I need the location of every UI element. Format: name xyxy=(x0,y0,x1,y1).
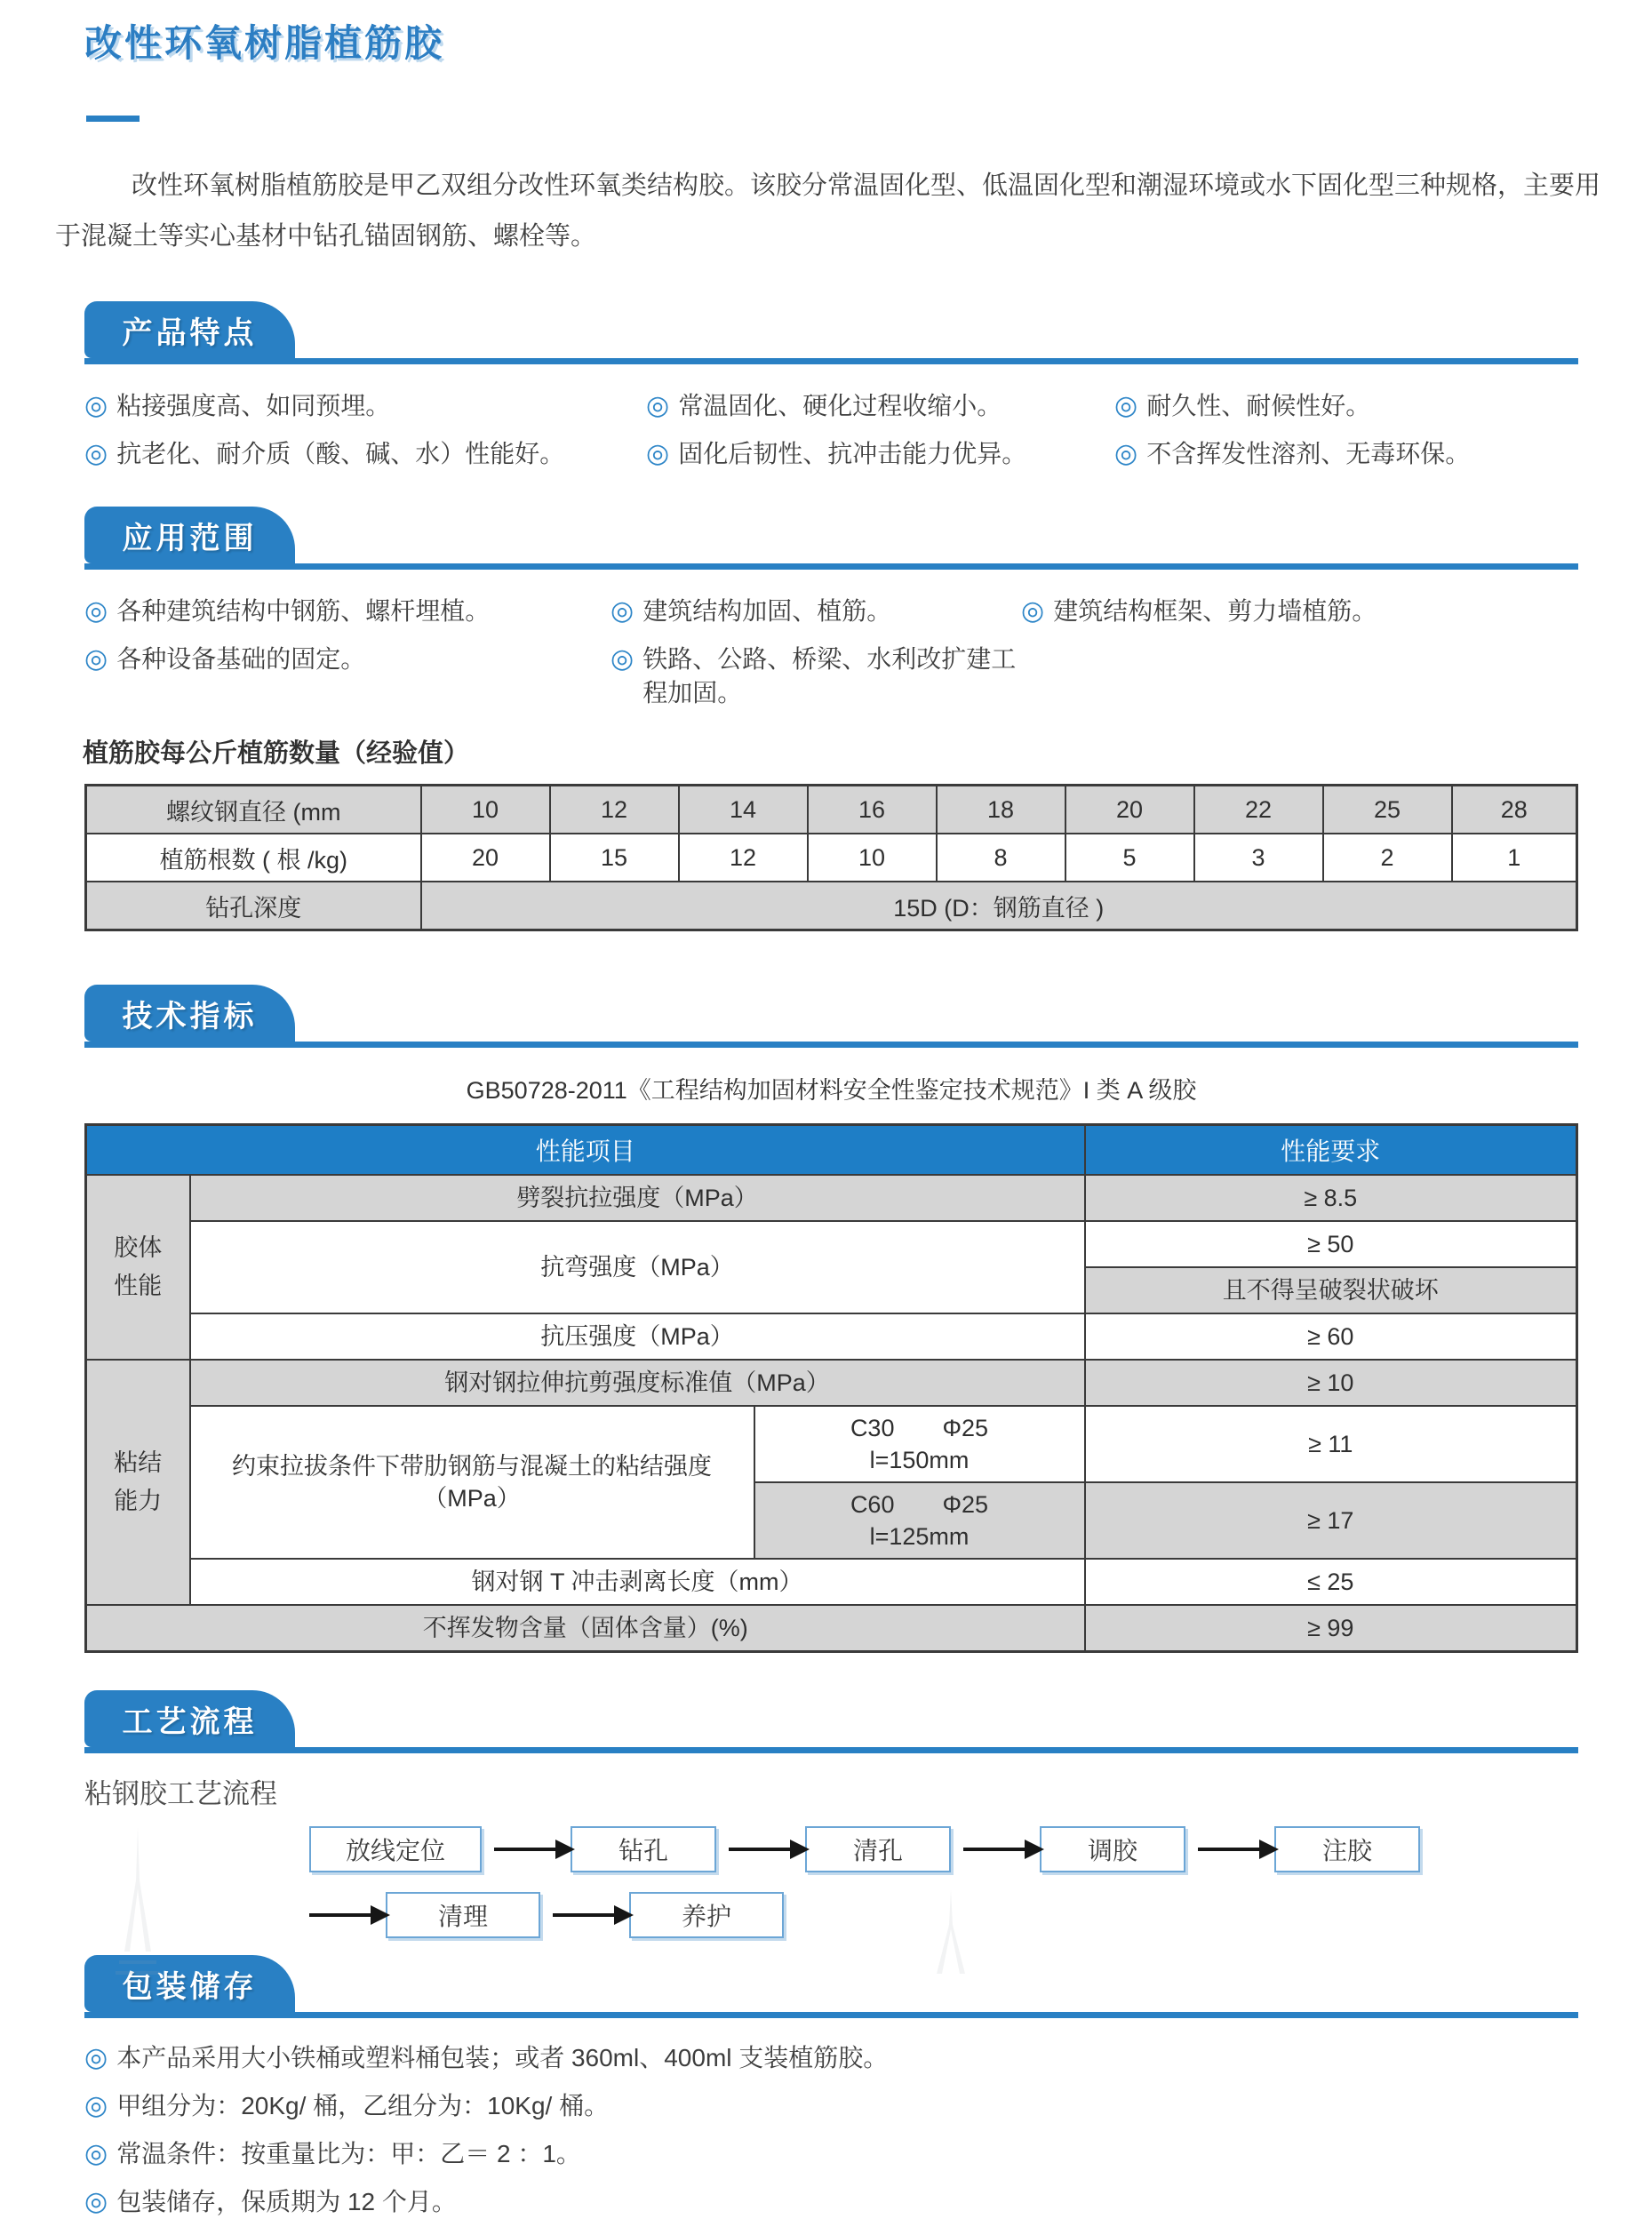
ring-bullet-icon: ◎ xyxy=(84,2187,108,2216)
requirement-cell: 且不得呈破裂状破坏 xyxy=(1085,1267,1577,1313)
tech-row-shear xyxy=(86,1360,1577,1406)
flow-step-box: 养护 xyxy=(629,1892,784,1938)
requirement-cell: ≥ 50 xyxy=(1085,1221,1577,1267)
bond-label: 约束拉拔条件下带肋钢筋与混凝土的粘结强度 xyxy=(232,1452,712,1480)
feature-item xyxy=(84,437,646,471)
tech-row-solids xyxy=(86,1605,1577,1652)
feature-text: 粘接强度高、如同预埋。 xyxy=(116,392,391,419)
property-cell: 不挥发物含量（固体含量）(%) xyxy=(86,1605,1085,1652)
bond-unit: （MPa） xyxy=(423,1485,521,1512)
requirement-cell: ≤ 25 xyxy=(1085,1559,1577,1605)
row-label-cell: 螺纹钢直径 (mm xyxy=(86,786,421,834)
tech-header-item: 性能项目 xyxy=(86,1125,1085,1176)
tech-specs-table xyxy=(84,1123,1578,1653)
flow-arrow-icon xyxy=(963,1848,1026,1851)
application-text: 各种设备基础的固定。 xyxy=(116,645,366,673)
packaging-item xyxy=(84,2089,1599,2123)
section-header-tech xyxy=(84,985,1578,1048)
ring-bullet-icon: ◎ xyxy=(84,2091,108,2120)
flow-arrow-icon xyxy=(729,1848,791,1851)
application-item xyxy=(611,643,1021,710)
tech-row-peel xyxy=(86,1559,1577,1605)
application-item xyxy=(611,595,1021,628)
count-cell: 5 xyxy=(1065,834,1194,882)
ring-bullet-icon: ◎ xyxy=(1114,439,1138,468)
ring-bullet-icon: ◎ xyxy=(1021,596,1045,626)
count-cell: 12 xyxy=(679,834,808,882)
feature-text: 抗老化、耐介质（酸、碱、水）性能好。 xyxy=(116,440,565,467)
ring-bullet-icon: ◎ xyxy=(1114,391,1138,420)
condition-length: l=150mm xyxy=(869,1447,970,1473)
packaging-list xyxy=(84,2041,1599,2219)
row-label-cell: 植筋根数 ( 根 /kg) xyxy=(86,834,421,882)
requirement-cell: ≥ 8.5 xyxy=(1085,1175,1577,1221)
property-cell: 抗弯强度（MPa） xyxy=(190,1221,1085,1313)
condition-cell xyxy=(754,1406,1085,1482)
row-label-cell: 钻孔深度 xyxy=(86,882,421,930)
feature-text: 常温固化、硬化过程收缩小。 xyxy=(678,392,1002,419)
group-label: 粘结能力 xyxy=(114,1449,163,1514)
count-cell: 8 xyxy=(937,834,1065,882)
feature-item xyxy=(84,389,646,423)
diameter-cell: 22 xyxy=(1194,786,1323,834)
flow-step-box: 钻孔 xyxy=(571,1826,716,1872)
requirement-cell: ≥ 60 xyxy=(1085,1313,1577,1360)
diameter-cell: 12 xyxy=(550,786,679,834)
ring-bullet-icon: ◎ xyxy=(84,2139,108,2168)
section-header-process xyxy=(84,1690,1578,1753)
process-subtitle: 粘钢胶工艺流程 xyxy=(84,1778,277,1809)
packaging-item xyxy=(84,2185,1599,2219)
diameter-cell: 10 xyxy=(421,786,550,834)
condition-cell xyxy=(754,1482,1085,1559)
rebar-diameter-row xyxy=(86,786,1577,834)
group-cell-bond xyxy=(86,1360,190,1605)
process-flow-row-1 xyxy=(309,1825,1652,1873)
application-item xyxy=(84,643,611,710)
application-item xyxy=(84,595,611,628)
feature-item xyxy=(646,437,1114,471)
ring-bullet-icon: ◎ xyxy=(646,391,670,420)
requirement-cell: ≥ 17 xyxy=(1085,1482,1577,1559)
section-tab-applications: 应用范围 xyxy=(84,507,295,563)
tech-row-bend xyxy=(86,1221,1577,1267)
feature-text: 固化后韧性、抗冲击能力优异。 xyxy=(678,440,1027,467)
flow-arrow-icon xyxy=(553,1913,615,1917)
count-cell: 10 xyxy=(808,834,937,882)
application-item xyxy=(1021,595,1599,628)
tech-row-bond-c30 xyxy=(86,1406,1577,1482)
feature-item xyxy=(1114,437,1599,471)
depth-value-cell: 15D (D：钢筋直径 ) xyxy=(421,882,1577,930)
flow-step-box: 清孔 xyxy=(805,1826,951,1872)
ring-bullet-icon: ◎ xyxy=(84,391,108,420)
group-cell-body xyxy=(86,1175,190,1360)
feature-item xyxy=(646,389,1114,423)
flow-arrow-icon xyxy=(494,1848,556,1851)
applications-list xyxy=(84,595,1599,710)
packaging-text: 本产品采用大小铁桶或塑料桶包装；或者 360ml、400ml 支装植筋胶。 xyxy=(116,2044,889,2071)
section-header-applications xyxy=(84,507,1578,570)
packaging-text: 常温条件：按重量比为：甲：乙＝ 2 ：1。 xyxy=(116,2140,581,2167)
feature-text: 耐久性、耐候性好。 xyxy=(1146,392,1371,419)
diameter-cell: 18 xyxy=(937,786,1065,834)
requirement-cell: ≥ 10 xyxy=(1085,1360,1577,1406)
count-cell: 20 xyxy=(421,834,550,882)
features-list xyxy=(84,389,1599,471)
diameter-cell: 28 xyxy=(1452,786,1577,834)
rebar-count-row xyxy=(86,834,1577,882)
ring-bullet-icon: ◎ xyxy=(84,596,108,626)
packaging-text: 甲组分为：20Kg/ 桶，乙组分为：10Kg/ 桶。 xyxy=(116,2092,610,2119)
rebar-table-caption: 植筋胶每公斤植筋数量（经验值） xyxy=(83,739,470,768)
property-cell: 钢对钢 T 冲击剥离长度（mm） xyxy=(190,1559,1085,1605)
flow-step-box: 放线定位 xyxy=(309,1826,482,1872)
flow-wrap-arrow-icon xyxy=(309,1913,371,1917)
application-text: 建筑结构框架、剪力墙植筋。 xyxy=(1053,597,1377,625)
count-cell: 2 xyxy=(1323,834,1452,882)
packaging-item xyxy=(84,2137,1599,2171)
rebar-quantity-table xyxy=(84,784,1578,931)
ring-bullet-icon: ◎ xyxy=(611,596,634,626)
rebar-depth-row xyxy=(86,882,1577,930)
ring-bullet-icon: ◎ xyxy=(84,644,108,674)
group-label: 胶体性能 xyxy=(114,1233,163,1299)
ring-bullet-icon: ◎ xyxy=(84,439,108,468)
ring-bullet-icon: ◎ xyxy=(611,644,634,674)
diameter-cell: 25 xyxy=(1323,786,1452,834)
application-text: 各种建筑结构中钢筋、螺杆埋植。 xyxy=(116,597,491,625)
count-cell: 15 xyxy=(550,834,679,882)
flow-step-box: 清理 xyxy=(386,1892,540,1938)
condition-spec: C60 Φ25 xyxy=(850,1490,989,1518)
standard-reference: GB50728-2011《工程结构加固材料安全性鉴定技术规范》I 类 A 级胶 xyxy=(466,1077,1197,1104)
section-tab-process: 工艺流程 xyxy=(84,1690,295,1747)
section-tab-tech: 技术指标 xyxy=(84,985,295,1042)
property-cell: 抗压强度（MPa） xyxy=(190,1313,1085,1360)
flow-arrow-icon xyxy=(1198,1848,1260,1851)
process-flow-row-2 xyxy=(309,1891,1652,1939)
application-text: 铁路、公路、桥梁、水利改扩建工程加固。 xyxy=(642,645,1017,706)
tech-row-split xyxy=(86,1175,1577,1221)
diameter-cell: 16 xyxy=(808,786,937,834)
page-title: 改性环氧树脂植筋胶 xyxy=(84,22,445,64)
section-header-features xyxy=(84,301,1578,364)
title-underline xyxy=(86,116,140,122)
count-cell: 3 xyxy=(1194,834,1323,882)
condition-length: l=125mm xyxy=(869,1523,970,1550)
feature-item xyxy=(1114,389,1599,423)
diameter-cell: 14 xyxy=(679,786,808,834)
packaging-text: 包装储存，保质期为 12 个月。 xyxy=(116,2188,457,2215)
condition-spec: C30 Φ25 xyxy=(850,1414,989,1441)
section-tab-packaging: 包装储存 xyxy=(84,1955,295,2012)
application-text: 建筑结构加固、植筋。 xyxy=(642,597,892,625)
requirement-cell: ≥ 99 xyxy=(1085,1605,1577,1652)
tech-row-compress xyxy=(86,1313,1577,1360)
tech-header-req: 性能要求 xyxy=(1085,1125,1577,1176)
intro-paragraph: 改性环氧树脂植筋胶是甲乙双组分改性环氧类结构胶。该胶分常温固化型、低温固化型和潮湿环境或水下固化型三种规格，主要用于混凝土等实心基材中钻孔锚固钢筋、螺栓等。 xyxy=(55,172,1601,251)
packaging-item xyxy=(84,2041,1599,2075)
property-cell: 劈裂抗拉强度（MPa） xyxy=(190,1175,1085,1221)
requirement-cell: ≥ 11 xyxy=(1085,1406,1577,1482)
property-cell xyxy=(190,1406,754,1559)
property-cell: 钢对钢拉伸抗剪强度标准值（MPa） xyxy=(190,1360,1085,1406)
product-datasheet-page xyxy=(0,14,1652,2216)
ring-bullet-icon: ◎ xyxy=(84,2043,108,2072)
tech-header-row xyxy=(86,1125,1577,1176)
flow-step-box: 注胶 xyxy=(1274,1826,1420,1872)
count-cell: 1 xyxy=(1452,834,1577,882)
flow-step-box: 调胶 xyxy=(1040,1826,1185,1872)
ring-bullet-icon: ◎ xyxy=(646,439,670,468)
section-tab-features: 产品特点 xyxy=(84,301,295,358)
diameter-cell: 20 xyxy=(1065,786,1194,834)
feature-text: 不含挥发性溶剂、无毒环保。 xyxy=(1146,440,1471,467)
